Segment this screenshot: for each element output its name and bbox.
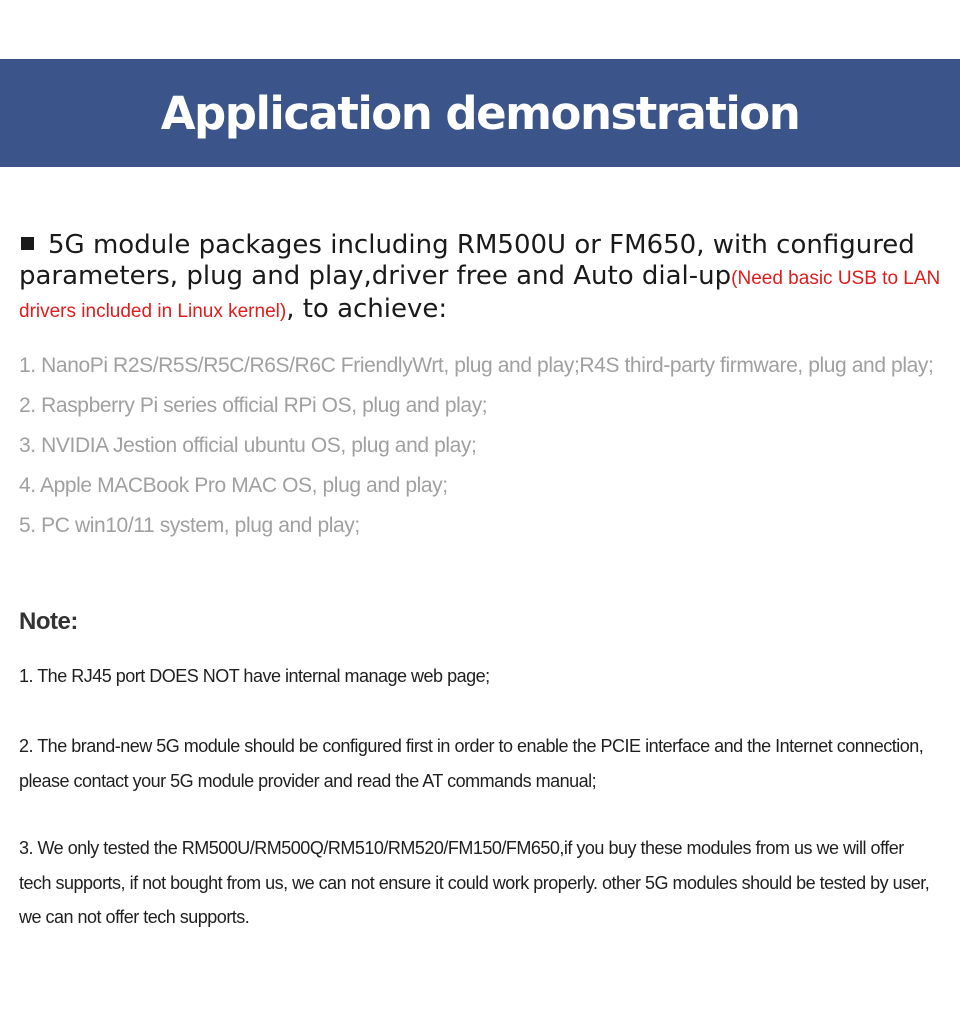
- page-title: Application demonstration: [160, 86, 800, 140]
- compatibility-list: [19, 346, 959, 546]
- intro-text: 5G module packages including RM500U or FM650, with configured parameters, plug and play,driver free and Auto dial-up: [19, 230, 915, 291]
- intro-suffix: , to achieve:: [286, 294, 448, 324]
- list-item: 2. Raspberry Pi series official RPi OS, plug and play;: [19, 394, 488, 417]
- list-item: 5. PC win10/11 system, plug and play;: [19, 514, 360, 537]
- note-item: 2. The brand-new 5G module should be configured first in order to enable the PCIE interface and the Internet connection, please contact your 5G module provider and read the AT commands manual;: [19, 736, 924, 791]
- note-item: 3. We only tested the RM500U/RM500Q/RM510/RM520/FM150/FM650,if you buy these modules from us we will offer tech supports, if not bought from us, we can not ensure it could work properly. other 5G modules should be tested by user, we can not offer tech supports.: [19, 838, 930, 927]
- intro-paragraph: [19, 230, 949, 327]
- header-banner: [0, 59, 960, 167]
- list-item: 3. NVIDIA Jestion official ubuntu OS, plug and play;: [19, 434, 477, 457]
- note-heading: Note:: [19, 608, 78, 635]
- note-item: 1. The RJ45 port DOES NOT have internal manage web page;: [19, 666, 490, 686]
- list-item: 4. Apple MACBook Pro MAC OS, plug and play;: [19, 474, 448, 497]
- square-bullet-icon: [21, 237, 34, 250]
- list-item: 1. NanoPi R2S/R5S/R5C/R6S/R6C FriendlyWrt, plug and play;R4S third-party firmware, plug and play;: [19, 354, 934, 377]
- intro-red-note: (Need basic USB to LAN drivers included in Linux kernel): [19, 268, 941, 322]
